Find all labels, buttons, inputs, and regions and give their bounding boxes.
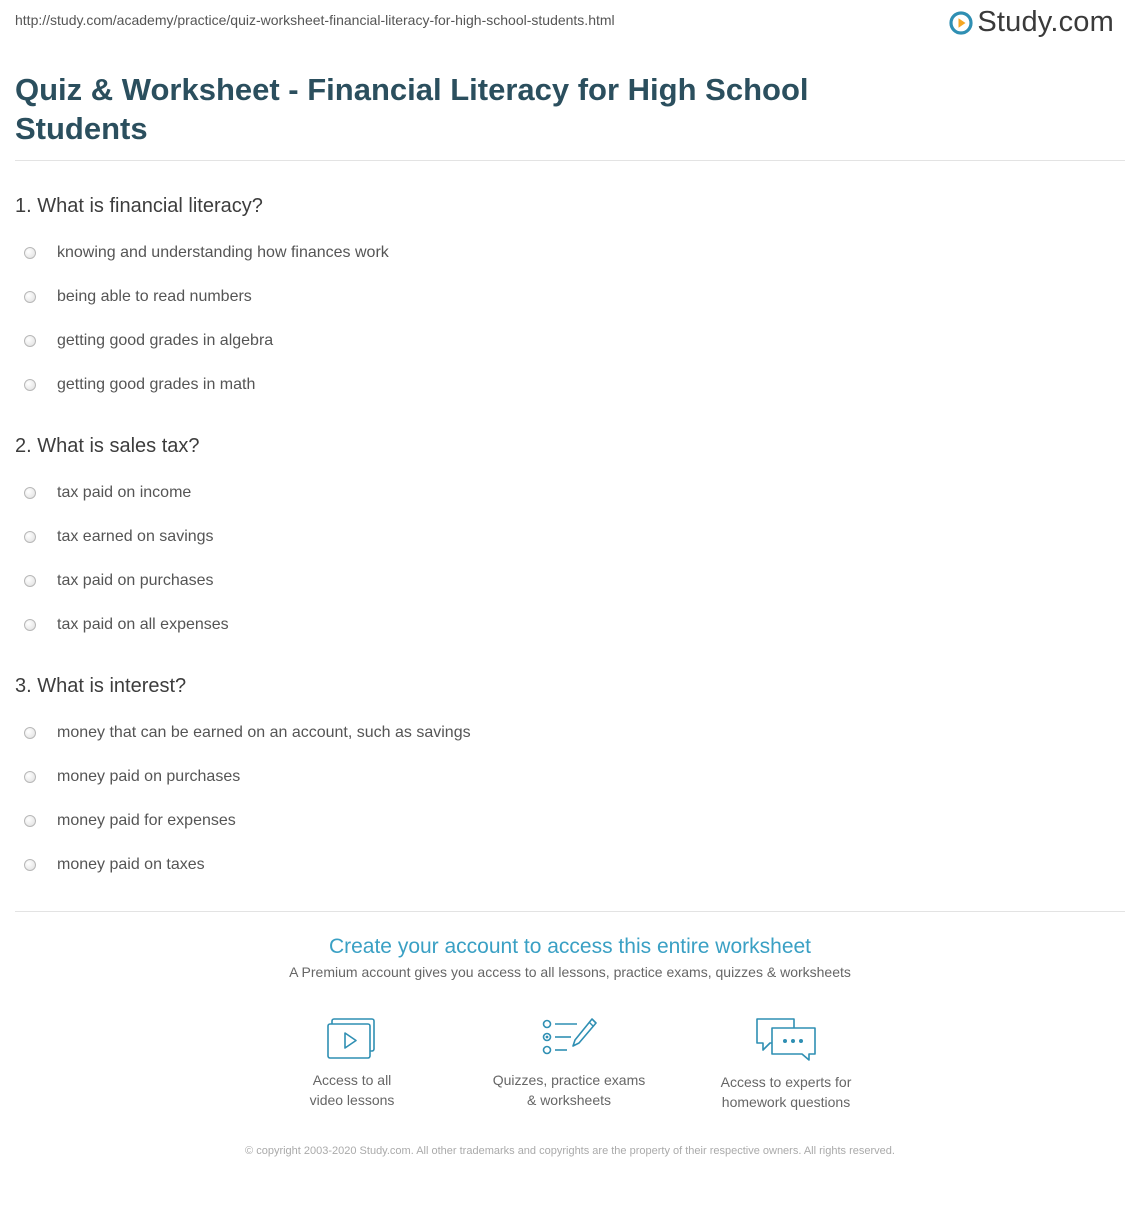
answer-option[interactable] (15, 368, 1125, 412)
radio-button[interactable] (24, 575, 36, 587)
answer-option[interactable] (15, 608, 1125, 652)
premium-cta (0, 932, 1140, 982)
feature-label (469, 1070, 669, 1110)
radio-button[interactable] (24, 247, 36, 259)
radio-button[interactable] (24, 379, 36, 391)
top-bar (0, 0, 1140, 48)
answer-option[interactable] (15, 716, 1125, 760)
radio-button[interactable] (24, 487, 36, 499)
answer-label: getting good grades in math (57, 376, 256, 393)
create-account-link[interactable]: Create your account to access this entire worksheet (328, 935, 812, 958)
question-3 (15, 674, 1125, 892)
answer-options (15, 716, 1125, 892)
radio-button[interactable] (24, 619, 36, 631)
feature-video-lessons (252, 1016, 452, 1110)
cta-subtitle: A Premium account gives you access to all lessons, practice exams, quizzes & worksheets (289, 964, 851, 980)
answer-option[interactable] (15, 804, 1125, 848)
feature-label-line: Quizzes, practice exams (492, 1072, 646, 1088)
answer-label: tax earned on savings (57, 528, 214, 545)
answer-label: getting good grades in algebra (57, 332, 274, 349)
section-divider (15, 911, 1125, 912)
title-divider (15, 160, 1125, 161)
answer-label: money that can be earned on an account, such as savings (57, 724, 471, 741)
feature-label (686, 1072, 886, 1112)
copyright-notice: © copyright 2003-2020 Study.com. All other trademarks and copyrights are the property of their respective owners. All rights reserved. (245, 1145, 895, 1157)
radio-button[interactable] (24, 727, 36, 739)
radio-button[interactable] (24, 859, 36, 871)
feature-label-line: video lessons (309, 1092, 395, 1108)
study-logo[interactable] (949, 6, 1114, 39)
answer-label: tax paid on all expenses (57, 616, 229, 633)
feature-label (252, 1070, 452, 1110)
answer-option[interactable] (15, 476, 1125, 520)
answer-label: tax paid on income (57, 484, 192, 501)
radio-button[interactable] (24, 531, 36, 543)
radio-button[interactable] (24, 291, 36, 303)
feature-label-line: Access to experts for (720, 1074, 852, 1090)
question-1 (15, 194, 1125, 412)
question-2 (15, 434, 1125, 652)
radio-button[interactable] (24, 815, 36, 827)
answer-options (15, 476, 1125, 652)
chat-bubbles-icon (754, 1016, 818, 1062)
answer-option[interactable] (15, 520, 1125, 564)
question-title: 1. What is financial literacy? (15, 195, 263, 217)
feature-quizzes (469, 1016, 669, 1110)
video-lessons-icon (326, 1016, 378, 1060)
question-title: 3. What is interest? (15, 675, 187, 697)
feature-experts (686, 1016, 886, 1112)
feature-list (0, 1016, 1140, 1126)
quiz-checklist-icon (541, 1016, 597, 1060)
answer-label: tax paid on purchases (57, 572, 214, 589)
answer-option[interactable] (15, 236, 1125, 280)
answer-label: money paid on purchases (57, 768, 241, 785)
answer-label: knowing and understanding how finances work (57, 244, 389, 261)
answer-option[interactable] (15, 280, 1125, 324)
logo-text: Study.com (977, 6, 1114, 38)
answer-label: money paid on taxes (57, 856, 205, 873)
question-title: 2. What is sales tax? (15, 435, 200, 457)
page-url: http://study.com/academy/practice/quiz-worksheet-financial-literacy-for-high-school-students.html (15, 12, 615, 28)
play-circle-icon (949, 11, 973, 35)
answer-option[interactable] (15, 760, 1125, 804)
answer-option[interactable] (15, 564, 1125, 608)
feature-label-line: Access to all (312, 1072, 392, 1088)
radio-button[interactable] (24, 771, 36, 783)
feature-label-line: homework questions (721, 1094, 851, 1110)
answer-label: being able to read numbers (57, 288, 252, 305)
answer-option[interactable] (15, 848, 1125, 892)
answer-label: money paid for expenses (57, 812, 236, 829)
radio-button[interactable] (24, 335, 36, 347)
page-title: Quiz & Worksheet - Financial Literacy for High School Students (15, 72, 809, 146)
answer-options (15, 236, 1125, 412)
answer-option[interactable] (15, 324, 1125, 368)
feature-label-line: & worksheets (526, 1092, 612, 1108)
